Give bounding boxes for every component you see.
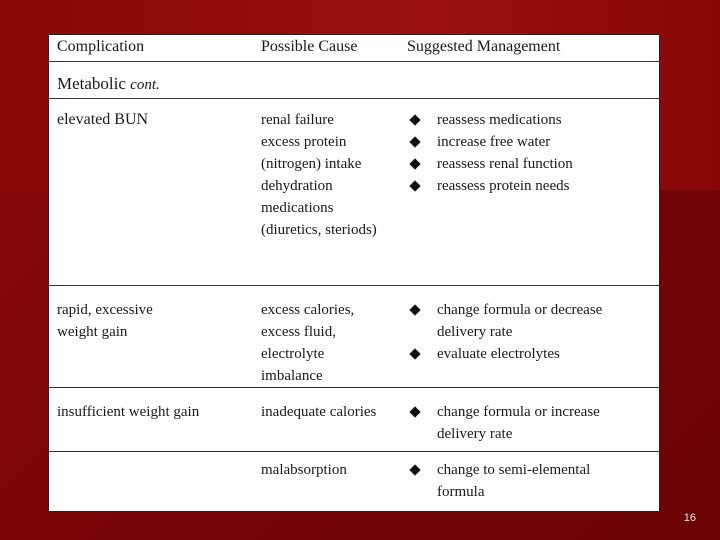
header-suggested-management: Suggested Management — [407, 38, 561, 55]
bullet-icon — [409, 464, 420, 475]
management-line: reassess protein needs — [437, 178, 570, 194]
cause-line: excess calories, — [261, 302, 355, 318]
management-line: delivery rate — [437, 324, 513, 340]
row2-management — [437, 299, 602, 365]
divider — [49, 451, 659, 452]
complication-line: weight gain — [57, 324, 128, 340]
divider — [49, 98, 659, 99]
row1-management — [437, 109, 573, 197]
row2-cause — [261, 299, 354, 387]
management-line: reassess medications — [437, 112, 562, 128]
complication-line: rapid, excessive — [57, 302, 153, 318]
row4-cause — [261, 459, 347, 481]
management-line: delivery rate — [437, 426, 513, 442]
cause-line: (diuretics, steriods) — [261, 222, 377, 238]
row3-management — [437, 401, 600, 445]
header-complication: Complication — [57, 38, 145, 55]
cause-line: excess protein — [261, 134, 347, 150]
cause-line: inadequate calories — [261, 404, 377, 420]
section-name: Metabolic — [57, 74, 126, 93]
management-line: change formula or increase — [437, 404, 600, 420]
divider — [49, 285, 659, 286]
cause-line: electrolyte — [261, 346, 325, 362]
complication-table — [48, 34, 660, 512]
section-suffix: cont. — [130, 77, 160, 93]
management-line: increase free water — [437, 134, 551, 150]
cause-line: imbalance — [261, 368, 323, 384]
row4-management — [437, 459, 590, 503]
cause-line: renal failure — [261, 112, 334, 128]
bullet-icon — [409, 304, 420, 315]
management-line: reassess renal function — [437, 156, 573, 172]
bullet-icon — [409, 180, 420, 191]
bullet-icon — [409, 348, 420, 359]
cause-line: dehydration — [261, 178, 333, 194]
row3-complication — [57, 401, 199, 423]
bullet-icon — [409, 114, 420, 125]
management-line: formula — [437, 484, 485, 500]
row1-cause — [261, 109, 377, 241]
complication-line: elevated BUN — [57, 111, 149, 128]
bullet-icon — [409, 158, 420, 169]
cause-line: excess fluid, — [261, 324, 336, 340]
row1-complication — [57, 109, 148, 131]
bullet-icon — [409, 136, 420, 147]
management-line: change formula or decrease — [437, 302, 603, 318]
page-number: 16 — [683, 512, 696, 524]
cause-line: malabsorption — [261, 462, 347, 478]
cause-line: (nitrogen) intake — [261, 156, 362, 172]
complication-line: insufficient weight gain — [57, 404, 200, 420]
divider — [49, 387, 659, 388]
bullet-icon — [409, 406, 420, 417]
cause-line: medications — [261, 200, 334, 216]
management-line: change to semi-elemental — [437, 462, 591, 478]
row3-cause — [261, 401, 376, 423]
header-possible-cause: Possible Cause — [261, 38, 358, 55]
management-line: evaluate electrolytes — [437, 346, 560, 362]
divider — [49, 61, 659, 62]
row2-complication — [57, 299, 153, 343]
section-title — [57, 73, 160, 96]
